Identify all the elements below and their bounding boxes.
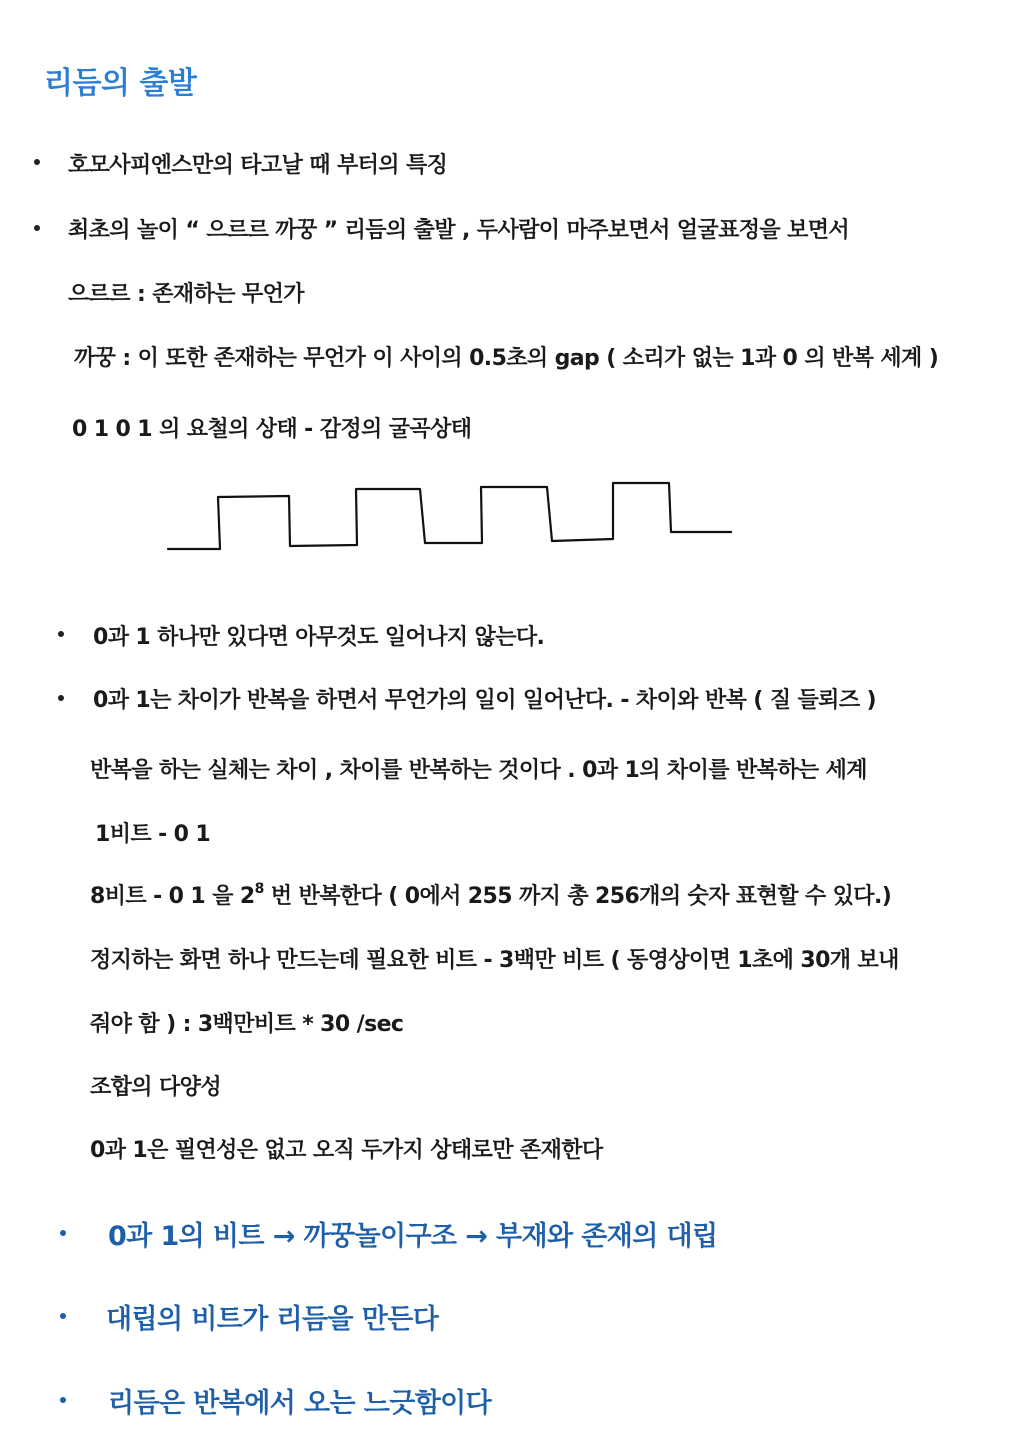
bullet-dot xyxy=(58,631,64,637)
bullet-dot xyxy=(60,1313,66,1319)
page-title: 리듬의 출발 xyxy=(44,66,197,101)
bullet-text: 호모사피엔스만의 타고날 때 부터의 특징 xyxy=(68,153,448,178)
text-line: 까꿍 : 이 또한 존재하는 무언가 이 사이의 0.5초의 gap ( 소리가 없는 1과 0 의 반복 세계 ) xyxy=(74,346,939,371)
bullet-dot xyxy=(60,1397,66,1403)
summary-bullet: 리듬은 반복에서 오는 느긋함이다 xyxy=(108,1388,492,1419)
text-line: 정지하는 화면 하나 만드는데 필요한 비트 - 3백만 비트 ( 동영상이면 1초에 30개 보내 xyxy=(90,948,899,973)
text-line: 조합의 다양성 xyxy=(90,1075,221,1100)
text-line: 반복을 하는 실체는 차이 , 차이를 반복하는 것이다 . 0과 1의 차이를 반복하는 세계 xyxy=(90,758,867,783)
summary-bullet: 0과 1의 비트 → 까꿍놀이구조 → 부재와 존재의 대립 xyxy=(108,1221,718,1252)
bullet-dot xyxy=(58,695,64,701)
bullet-text: 0과 1는 차이가 반복을 하면서 무언가의 일이 일어난다. - 차이와 반복 ( 질 들뢰즈 ) xyxy=(93,688,877,713)
bullet-text: 최초의 놀이 “ 으르르 까꿍 ” 리듬의 출발 , 두사람이 마주보면서 얼굴표정을 보면서 xyxy=(68,218,850,243)
text-line: 으르르 : 존재하는 무언가 xyxy=(68,282,304,307)
eight-bit-after: 번 반복한다 ( 0에서 255 까지 총 256개의 숫자 표현할 수 있다.) xyxy=(263,884,892,909)
bullet-text: 0과 1 하나만 있다면 아무것도 일어나지 않는다. xyxy=(93,625,545,650)
summary-bullet: 대립의 비트가 리듬을 만든다 xyxy=(106,1304,439,1335)
eight-bit-line xyxy=(90,879,891,910)
text-line: 0 1 0 1 의 요철의 상태 - 감정의 굴곡상태 xyxy=(72,417,472,442)
text-line: 1비트 - 0 1 xyxy=(95,822,211,847)
eight-bit-before: 8비트 - 0 1 을 2 xyxy=(90,884,255,909)
text-line: 줘야 함 ) : 3백만비트 * 30 /sec xyxy=(90,1012,404,1037)
bullet-dot xyxy=(60,1230,66,1236)
text-line: 0과 1은 필연성은 없고 오직 두가지 상태로만 존재한다 xyxy=(90,1138,603,1163)
exponent: 8 xyxy=(254,880,264,897)
